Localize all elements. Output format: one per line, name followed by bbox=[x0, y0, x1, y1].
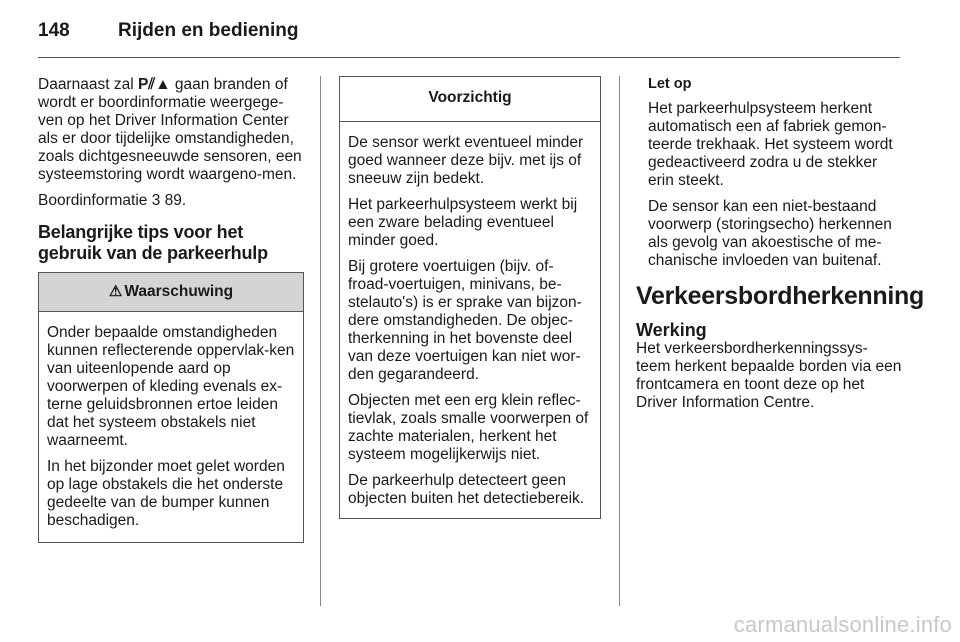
subsection-title: Werking bbox=[636, 320, 707, 340]
cross-reference: Boordinformatie 3 89. bbox=[38, 192, 187, 209]
reference-page-link[interactable]: 89. bbox=[160, 192, 187, 209]
column-2 bbox=[339, 76, 601, 519]
page-number: 148 bbox=[38, 20, 70, 41]
section-body: Het verkeersbordherkenningssys-teem herkent bepaalde borden via een frontcamera en toont deze op het Driver Information Centre. bbox=[636, 340, 902, 411]
note-block: Let op Het parkeerhulpsysteem herkent automatisch een af fabriek gemon-teerde trekhaak. Het systeem wordt gedeactiveerd zodra u de stekker erin steekt. De sensor kan een niet-bestaand voorwerp (storingsecho) herkennen als gevolg van akoestische of me-chanische invloeden van buitenaf. bbox=[636, 76, 902, 270]
warning-triangle-icon: ⚠ bbox=[108, 283, 123, 300]
caution-title: Voorzichtig bbox=[340, 77, 600, 122]
header-rule bbox=[38, 57, 900, 58]
warning-box bbox=[38, 272, 304, 543]
column-3 bbox=[636, 76, 924, 420]
caution-box bbox=[339, 76, 601, 519]
column-divider-1 bbox=[320, 76, 321, 606]
parking-assist-symbol-icon: P⫽▲ bbox=[137, 76, 171, 93]
note-title: Let op bbox=[648, 76, 692, 92]
page-title: Rijden en bediening bbox=[118, 20, 299, 41]
reference-arrow-icon: 3 bbox=[151, 192, 161, 209]
section-title: Verkeersbordherkenning bbox=[636, 282, 924, 310]
warning-title: ⚠ Waarschuwing bbox=[39, 273, 303, 312]
column-1 bbox=[38, 76, 304, 543]
watermark: carmanualsonline.info bbox=[733, 612, 952, 637]
caution-body: De sensor werkt eventueel minder goed wanneer deze bijv. met ijs of sneeuw zijn bedekt. Het parkeerhulpsysteem werkt bij een zware belading eventueel minder goed. Bij grotere voertuigen (bijv. of-froad-voertuigen, minivans, be-stelauto's) is er sprake van bijzon-dere omstandigheden. De objec-therkenning in het bovenste deel van deze voertuigen kan niet wor-den gegarandeerd. Objecten met een erg klein reflec-tievlak, zoals smalle voorwerpen of zachte materialen, herkent het systeem mogelijkerwijs niet. De parkeerhulp detecteert geen objecten buiten het detectiebereik. bbox=[348, 134, 589, 507]
tips-heading: Belangrijke tips voor het gebruik van de parkeerhulp bbox=[38, 222, 268, 263]
intro-paragraph: Daarnaast zal P⫽▲ gaan branden of wordt er boordinformatie weergege-ven op het Driver Information Center als er door tijdelijke omstandigheden, zoals dichtgesneeuwde sensoren, een systeemstoring wordt waargeno-men. bbox=[38, 76, 302, 183]
column-divider-2 bbox=[619, 76, 620, 606]
warning-body: Onder bepaalde omstandigheden kunnen reflecterende oppervlak-ken van uiteenlopende aard op voorwerpen of kleding evenals ex-terne geluidsbronnen ertoe leiden dat het systeem obstakels niet waarneemt. In het bijzonder moet gelet worden op lage obstakels die het onderste gedeelte van de bumper kunnen beschadigen. bbox=[47, 324, 295, 529]
